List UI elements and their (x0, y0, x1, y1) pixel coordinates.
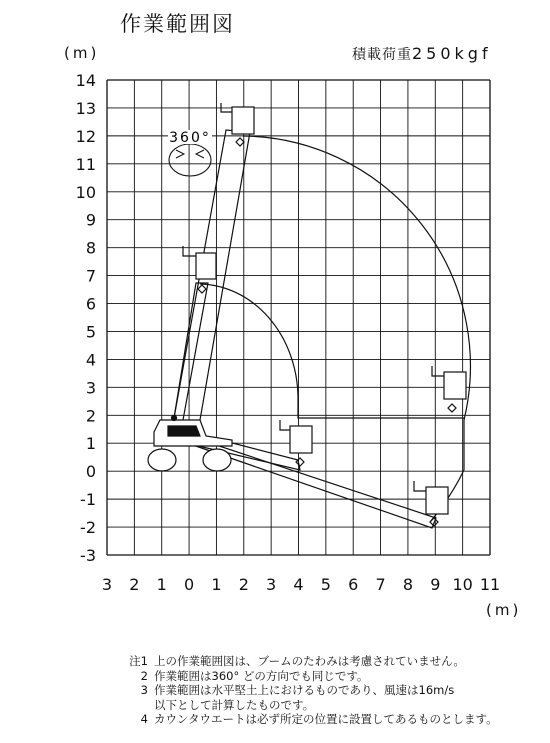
y-tick-label: 12 (75, 126, 96, 146)
wheel-rear (148, 449, 176, 471)
boom-pivot (172, 416, 177, 421)
x-tick-label: 3 (101, 575, 113, 594)
x-tick-label: 1 (211, 575, 222, 594)
rotation-indicator (168, 130, 212, 176)
x-tick-label: 0 (183, 575, 195, 594)
note-number (116, 698, 154, 713)
x-tick-label: 9 (430, 575, 441, 594)
y-tick-label: 5 (85, 322, 96, 342)
x-tick-label: 5 (320, 575, 331, 594)
note-text: 作業範囲は水平堅土上におけるものであり、風速は16m/s (154, 683, 455, 697)
x-axis-unit: (m) (486, 601, 522, 619)
y-tick-labels (76, 71, 96, 565)
basket-rail-horizontal (280, 420, 290, 430)
boom-low-positions (190, 366, 466, 528)
note-number: 注1 (129, 654, 148, 668)
capacity-label-text: 積載荷重 (352, 47, 412, 63)
basket-rail-lowered (414, 481, 426, 491)
note-row (116, 712, 498, 727)
note-row (116, 683, 498, 698)
y-tick-label: -3 (80, 546, 96, 565)
y-tick-label: 11 (75, 154, 96, 174)
x-tick-label: 7 (375, 575, 386, 594)
y-tick-label: 14 (75, 71, 96, 90)
y-tick-label: 0 (85, 462, 96, 482)
x-tick-label: 11 (479, 575, 501, 594)
y-axis-unit: (m) (64, 44, 100, 62)
platform-basket-far (444, 372, 466, 399)
basket-rail-far (432, 366, 444, 376)
y-tick-label: 9 (85, 210, 96, 230)
note-row (116, 698, 498, 713)
x-tick-label: 3 (266, 575, 277, 594)
basket-leveler-high (236, 138, 244, 146)
y-tick-label: 4 (85, 350, 96, 370)
note-number: 3 (140, 683, 148, 697)
platform-basket-lowered (426, 487, 448, 514)
rotation-label: 360° (169, 130, 211, 146)
y-tick-label: -1 (80, 490, 96, 510)
x-tick-label: 8 (402, 575, 414, 594)
notes (116, 654, 498, 727)
capacity-value: 250kgf (412, 44, 492, 63)
y-tick-label: 2 (85, 406, 96, 426)
y-tick-label: 8 (85, 238, 96, 258)
y-tick-label: 7 (85, 266, 96, 286)
note-row (116, 669, 498, 684)
note-number: 2 (140, 668, 148, 683)
note-text: 作業範囲は360° どの方向でも同じです。 (154, 668, 369, 683)
x-tick-label: 2 (129, 575, 140, 594)
x-tick-label: 4 (293, 575, 304, 594)
platform-basket-mid (196, 253, 216, 279)
x-tick-label: 10 (452, 575, 473, 594)
rotation-arrow-left-icon (176, 150, 184, 158)
note-number: 4 (140, 712, 148, 726)
note-text: 上の作業範囲図は、ブームのたわみは考慮されていません。 (154, 654, 465, 668)
x-tick-label: 2 (238, 575, 249, 594)
y-tick-label: 1 (85, 434, 96, 454)
y-tick-label: 10 (75, 182, 96, 202)
y-tick-label: 6 (85, 294, 96, 314)
vehicle (148, 416, 232, 472)
working-range-envelope (200, 136, 470, 522)
basket-leveler-mid (198, 285, 206, 293)
boom-mid-position (174, 246, 216, 420)
inner-arc (200, 284, 298, 396)
note-row (116, 654, 498, 669)
y-tick-label: 3 (85, 378, 96, 398)
y-tick-label: -2 (80, 518, 96, 538)
note-text: 以下として計算したものです。 (154, 697, 315, 712)
x-tick-label: 1 (156, 575, 167, 594)
wheel-front (203, 449, 231, 471)
x-tick-labels (102, 575, 500, 594)
platform-basket-horizontal (290, 426, 312, 453)
rotation-ellipse (169, 144, 211, 176)
rotation-arrow-right-icon (196, 150, 204, 158)
y-tick-label: 13 (75, 98, 96, 118)
outer-arc (243, 136, 470, 420)
grid (107, 80, 490, 555)
note-text: カウンタウエートは必ず所定の位置に設置してあるものとします。 (154, 712, 498, 726)
turntable (168, 426, 200, 436)
diagram-title: 作業範囲図 (120, 12, 235, 36)
x-tick-label: 6 (348, 575, 359, 594)
basket-leveler-far (448, 404, 456, 412)
platform-basket-high (232, 107, 254, 134)
